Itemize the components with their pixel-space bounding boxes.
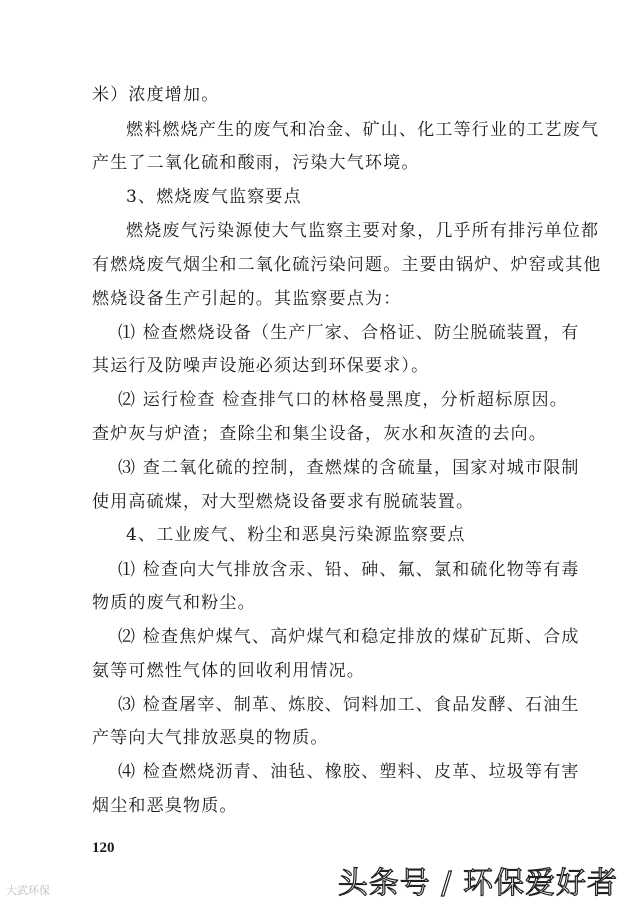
list-item: ⑵ 运行检查 检查排气口的林格曼黑度，分析超标原因。 — [118, 390, 569, 410]
text-line: 产生了二氧化硫和酸雨，污染大气环境。 — [92, 153, 420, 173]
section-heading: 3、燃烧废气监察要点 — [126, 187, 302, 207]
list-item: ⑶ 检查屠宰、制革、炼胶、饲料加工、食品发酵、石油生 — [118, 695, 580, 715]
text-line: 使用高硫煤，对大型燃烧设备要求有脱硫装置。 — [92, 492, 475, 512]
text-line: 产等向大气排放恶臭的物质。 — [92, 728, 329, 748]
text-line: 其运行及防噪声设施必须达到环保要求）。 — [92, 356, 430, 376]
list-item: ⑷ 检查燃烧沥青、油毡、橡胶、塑料、皮革、垃圾等有害 — [118, 762, 580, 782]
text-line: 物质的废气和粉尘。 — [92, 593, 256, 613]
list-item: ⑴ 检查向大气排放含汞、铅、砷、氟、氯和硫化物等有毒 — [118, 560, 580, 580]
text-line: 查炉灰与炉渣；查除尘和集尘设备，灰水和灰渣的去向。 — [92, 424, 547, 444]
list-item: ⑶ 查二氧化硫的控制，查燃煤的含硫量，国家对城市限制 — [118, 458, 580, 478]
list-item: ⑴ 检查燃烧设备（生产厂家、合格证、防尘脱硫装置，有 — [118, 323, 580, 343]
text-line: 米）浓度增加。 — [92, 85, 220, 105]
page-number: 120 — [92, 840, 115, 856]
text-line: 燃烧废气污染源使大气监察主要对象，几乎所有排污单位都 — [126, 221, 600, 241]
section-heading: 4、工业废气、粉尘和恶臭污染源监察要点 — [126, 525, 466, 545]
text-line: 有燃烧废气烟尘和二氧化硫污染问题。主要由锅炉、炉窑或其他 — [92, 255, 602, 275]
text-line: 氨等可燃性气体的回收利用情况。 — [92, 661, 365, 681]
text-line: 燃烧设备生产引起的。其监察要点为： — [92, 289, 402, 309]
list-item: ⑵ 检查焦炉煤气、高炉煤气和稳定排放的煤矿瓦斯、合成 — [118, 627, 580, 647]
text-line: 烟尘和恶臭物质。 — [92, 796, 238, 816]
watermark-small-text: 大武环保 — [6, 884, 50, 897]
watermark-text: 头条号 / 环保爱好者 — [337, 866, 618, 901]
text-line: 燃料燃烧产生的废气和冶金、矿山、化工等行业的工艺废气 — [126, 120, 600, 140]
